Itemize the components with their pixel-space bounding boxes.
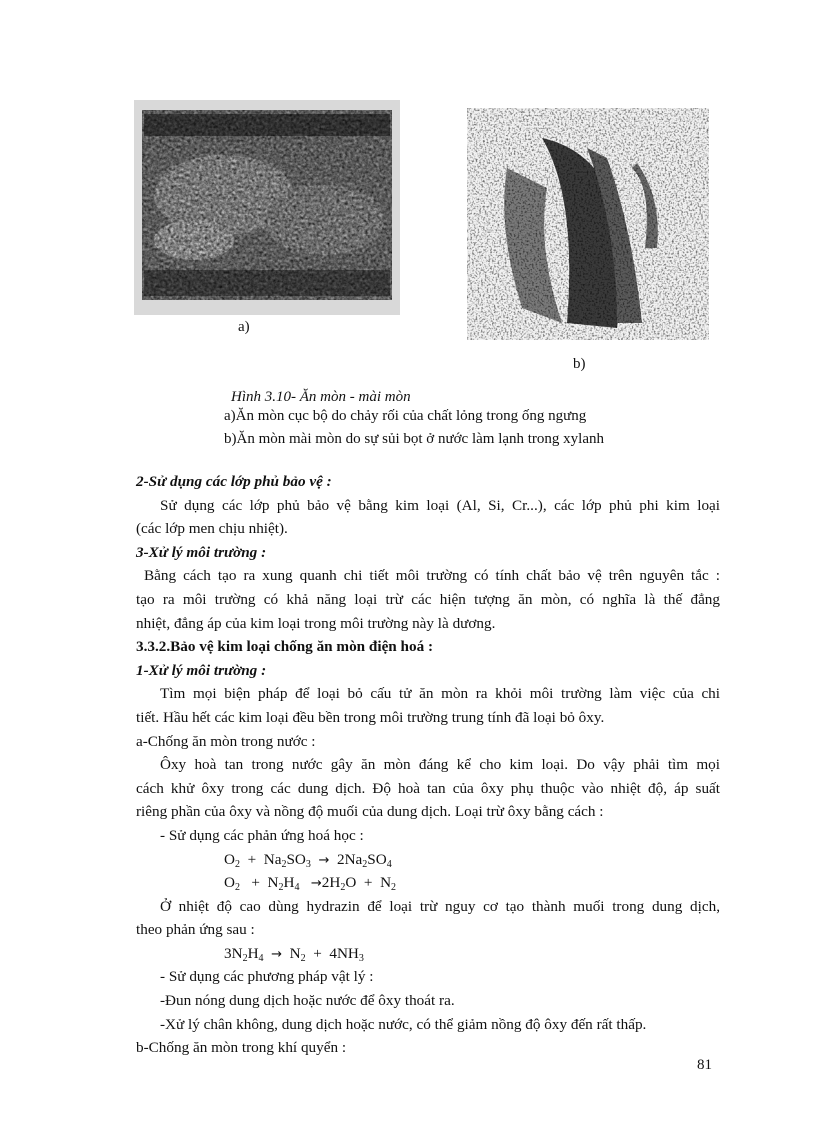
list-item: -Xử lý chân không, dung dịch hoặc nước, có thể giảm nồng độ ôxy đến rất thấp. (160, 1015, 647, 1033)
paragraph-line: riêng phần của ôxy và nồng độ muối của dung dịch. Loại trừ ôxy bằng cách : (136, 803, 604, 821)
paragraph-line: theo phản ứng sau : (136, 921, 255, 939)
figure-photo-a (134, 100, 400, 315)
corrosion-photo-a (134, 100, 400, 315)
subheading-water: a-Chống ăn mòn trong nước : (136, 732, 316, 750)
equation-2: $O_2$ + $N_2H_4$ $\to 2H_2O + N_2$ (224, 874, 397, 894)
figure-photo-b (467, 108, 709, 340)
figure-caption-b: b)Ăn mòn mài mòn do sự sủi bọt ở nước làm lạnh trong xylanh (224, 431, 605, 447)
heading-protective-coatings: 2-Sử dụng các lớp phủ bảo vệ : (136, 473, 332, 490)
equation-3: $3N_2H_4 \to N_2 + 4NH_3$ (224, 944, 364, 964)
body-text (136, 470, 720, 1060)
paragraph-line: Tìm mọi biện pháp để loại bỏ cấu tử ăn mòn ra khỏi môi trường làm việc của chi (160, 685, 720, 703)
section-heading: 3.3.2.Bảo vệ kim loại chống ăn mòn điện hoá : (136, 638, 434, 656)
arrow-icon: → (318, 852, 330, 868)
paragraph-line: (các lớp men chịu nhiệt). (136, 520, 288, 538)
paragraph-line: Ở nhiệt độ cao dùng hydrazin để loại trừ nguy cơ tạo thành muối trong dung dịch, (160, 897, 720, 915)
arrow-icon: → (310, 876, 322, 892)
figure-caption-a: a)Ăn mòn cục bộ do chảy rối của chất lỏng trong ống ngưng (224, 408, 587, 424)
paragraph-line: Bằng cách tạo ra xung quanh chi tiết môi trường có tính chất bảo vệ trên nguyên tắc : (144, 567, 720, 585)
heading-environment-treatment-2: 1-Xử lý môi trường : (136, 661, 267, 679)
figure-label-b: b) (573, 356, 586, 372)
paragraph-line: tạo ra môi trường có khả năng loại trừ các hiện tượng ăn mòn, có nghĩa là thế đẳng (136, 590, 720, 608)
subheading-atmosphere: b-Chống ăn mòn trong khí quyển : (136, 1039, 347, 1057)
paragraph-line: tiết. Hầu hết các kim loại đều bền trong môi trường trung tính đã loại bỏ ôxy. (136, 708, 605, 726)
figure-caption-title: Hình 3.10- Ăn mòn - mài mòn (231, 389, 411, 405)
arrow-icon: → (271, 946, 283, 962)
equation-1: $O_2 + Na_2SO_3 \to 2Na_2SO_4$ (224, 850, 392, 870)
paragraph-line: nhiệt, đẳng áp của kim loại trong môi trường này là dương. (136, 614, 496, 632)
list-item: - Sử dụng các phương pháp vật lý : (160, 968, 374, 986)
paragraph-line: Sử dụng các lớp phủ bảo vệ bằng kim loại (Al, Si, Cr...), các lớp phủ phi kim loại (160, 496, 720, 514)
figure-label-a: a) (238, 319, 250, 335)
paragraph-line: Ôxy hoà tan trong nước gây ăn mòn đáng kể cho kim loại. Do vậy phải tìm mọi (160, 756, 720, 774)
list-item: - Sử dụng các phản ứng hoá học : (160, 826, 364, 844)
corrosion-photo-b (467, 108, 709, 340)
list-item: -Đun nóng dung dịch hoặc nước để ôxy thoát ra. (160, 992, 455, 1010)
heading-environment-treatment: 3-Xử lý môi trường : (136, 543, 267, 561)
page-number: 81 (697, 1057, 712, 1073)
paragraph-line: cách khử ôxy trong các dung dịch. Độ hoà tan của ôxy phụ thuộc vào nhiệt độ, áp suất (136, 779, 720, 797)
